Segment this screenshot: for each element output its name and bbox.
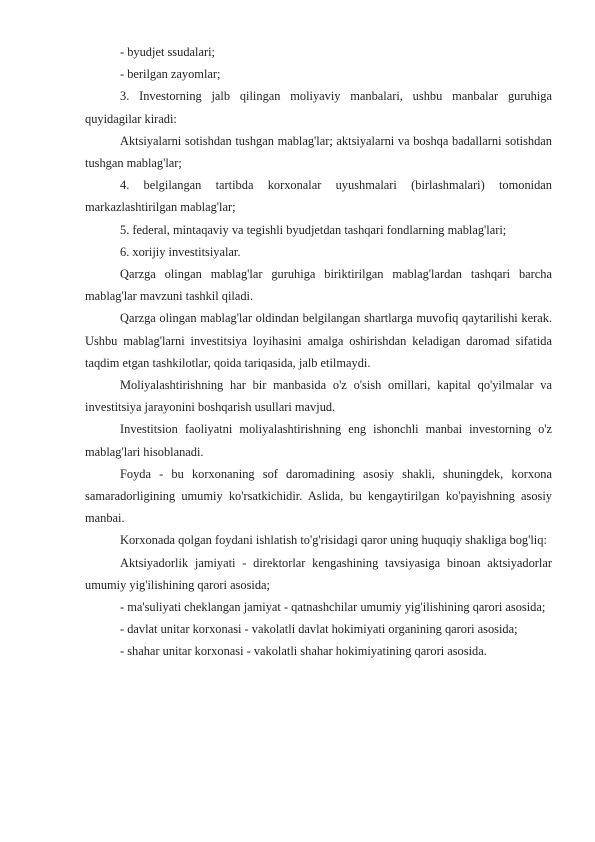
paragraph: - davlat unitar korxonasi - vakolatli davlat hokimiyati organining qarori asosida; xyxy=(120,622,518,637)
paragraph: 3. Investorning jalb qilingan moliyaviy manbalari, ushbu manbalar guruhiga quyidagilar kiradi: xyxy=(85,89,552,126)
paragraph: 6. xorijiy investitsiyalar. xyxy=(120,244,241,259)
document-page xyxy=(85,41,552,663)
paragraph: - berilgan zayomlar; xyxy=(120,67,221,82)
paragraph: Aktsiyalarni sotishdan tushgan mablag'lar; aktsiyalarni va boshqa badallarni sotishdan tushgan mablag'lar; xyxy=(85,133,552,171)
paragraph: Aktsiyadorlik jamiyati - direktorlar kengashining tavsiyasiga binoan aktsiyadorlar umumiy yig'ilishining qarori asosida; xyxy=(85,555,552,592)
paragraph: Qarzga olingan mablag'lar oldindan belgilangan shartlarga muvofiq qaytarilishi kerak. Ushbu mablag'larni investitsiya loyihasini amalga oshirishdan keladigan daromad sifatida taqdim etgan tashkilotlar, qoida tariqasida, jalb etilmaydi. xyxy=(85,311,552,370)
paragraph: - shahar unitar korxonasi - vakolatli shahar hokimiyatining qarori asosida. xyxy=(120,644,487,659)
paragraph: Korxonada qolgan foydani ishlatish to'g'risidagi qaror uning huquqiy shakliga bog'liq: xyxy=(120,533,547,548)
paragraph: Investitsion faoliyatni moliyalashtirishning eng ishonchli manbai investorning o'z mablag'lari hisoblanadi. xyxy=(85,422,552,459)
paragraph: Qarzga olingan mablag'lar guruhiga biriktirilgan mablag'lardan tashqari barcha mablag'lar mavzuni tashkil qiladi. xyxy=(85,267,552,304)
paragraph: 5. federal, mintaqaviy va tegishli byudjetdan tashqari fondlarning mablag'lari; xyxy=(120,222,507,237)
paragraph: - ma'suliyati cheklangan jamiyat - qatnashchilar umumiy yig'ilishining qarori asosida; xyxy=(120,600,546,615)
paragraph: 4. belgilangan tartibda korxonalar uyushmalari (birlashmalari) tomonidan markazlashtirilgan mablag'lar; xyxy=(85,178,552,215)
paragraph: Foyda - bu korxonaning sof daromadining asosiy shakli, shuningdek, korxona samaradorligining umumiy ko'rsatkichidir. Aslida, bu kengaytirilgan ko'payishning asosiy manbai. xyxy=(85,466,552,526)
paragraph: Moliyalashtirishning har bir manbasida o'z o'sish omillari, kapital qo'yilmalar va investitsiya jarayonini boshqarish usullari mavjud. xyxy=(85,378,552,415)
paragraph: - byudjet ssudalari; xyxy=(120,45,215,59)
